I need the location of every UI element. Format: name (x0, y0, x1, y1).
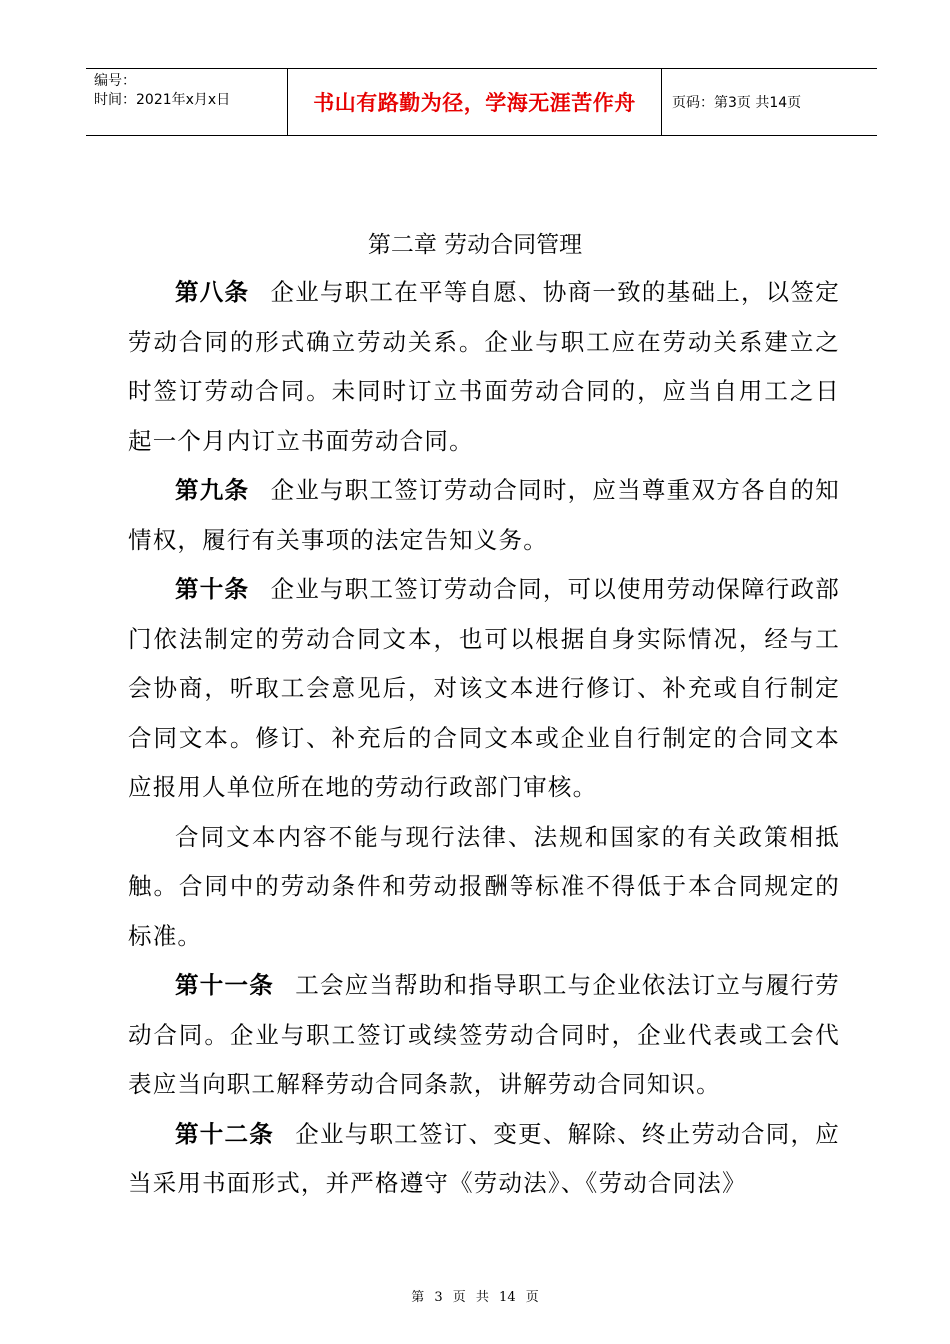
article-text: 企业与职工在平等自愿、协商一致的基础上，以签定劳动合同的形式确立劳动关系。企业与职工应在劳动关系建立之时签订劳动合同。未同时订立书面劳动合同的，应当自用工之日起一个月内订立书面劳动合同。 (128, 278, 840, 455)
header-motto-cell (288, 69, 662, 135)
chapter-title: 第二章 劳动合同管理 (367, 232, 583, 258)
header-page-info: 页码：第3页 共14页 (672, 95, 802, 111)
header-meta-cell (86, 69, 288, 135)
article-number: 第八条 (175, 278, 250, 306)
article-paragraph (128, 466, 840, 565)
body-paragraph (128, 813, 840, 962)
serial-number-label: 编号： (94, 73, 136, 89)
header-page-cell (662, 69, 877, 135)
article-paragraph (128, 268, 840, 466)
article-number: 第十条 (175, 575, 250, 603)
article-text: 企业与职工签订劳动合同时，应当尊重双方各自的知情权，履行有关事项的法定告知义务。 (128, 476, 840, 554)
document-body (128, 268, 840, 1209)
article-number: 第十二条 (175, 1119, 275, 1148)
paragraph-text: 合同文本内容不能与现行法律、法规和国家的有关政策相抵触。合同中的劳动条件和劳动报酬等标准不得低于本合同规定的标准。 (128, 822, 840, 950)
article-number: 第九条 (175, 476, 250, 504)
article-number: 第十一条 (175, 971, 275, 999)
article-paragraph (128, 961, 840, 1110)
article-paragraph (128, 1110, 840, 1209)
article-text: 工会应当帮助和指导职工与企业依法订立与履行劳动合同。企业与职工签订或续签劳动合同时，企业代表或工会代表应当向职工解释劳动合同条款，讲解劳动合同知识。 (128, 971, 840, 1098)
article-paragraph (128, 565, 840, 813)
header-motto: 书山有路勤为径，学海无涯苦作舟 (313, 90, 636, 115)
page-footer: 第 3 页 共 14 页 (411, 1290, 539, 1305)
article-text: 企业与职工签订、变更、解除、终止劳动合同，应当采用书面形式，并严格遵守《劳动法》、《劳动合同法》 (128, 1119, 840, 1197)
document-header (86, 68, 877, 136)
date-label: 时间：2021年x月x日 (94, 92, 231, 108)
article-text: 企业与职工签订劳动合同，可以使用劳动保障行政部门依法制定的劳动合同文本，也可以根据自身实际情况，经与工会协商，听取工会意见后，对该文本进行修订、补充或自行制定合同文本。修订、补充后的合同文本或企业自行制定的合同文本应报用人单位所在地的劳动行政部门审核。 (128, 575, 840, 801)
